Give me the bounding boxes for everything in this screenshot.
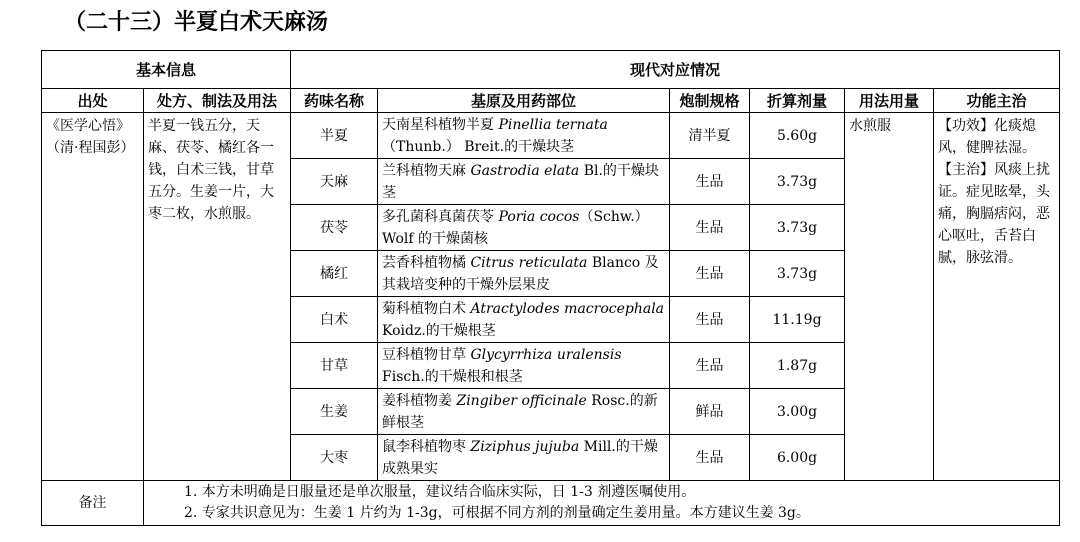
herb-origin: 天南星科植物半夏 Pinellia ternata（Thunb.） Breit.的干燥块茎 <box>378 113 670 159</box>
herb-processing: 生品 <box>670 435 750 481</box>
latin-name: Glycyrrhiza uralensis <box>470 346 622 363</box>
herb-name: 天麻 <box>291 159 378 205</box>
herb-origin: 姜科植物姜 Zingiber officinale Rosc.的新鲜根茎 <box>378 389 670 435</box>
herb-dose: 6.00g <box>750 435 845 481</box>
function-header: 功能主治 <box>934 89 1060 113</box>
herb-processing: 鲜品 <box>670 389 750 435</box>
herb-dose: 11.19g <box>750 297 845 343</box>
latin-name: Pinellia ternata <box>498 116 608 133</box>
processing-header: 炮制规格 <box>670 89 750 113</box>
function-cell: 【功效】化痰熄风，健脾祛湿。【主治】风痰上扰证。症见眩晕，头痛，胸膈痞闷，恶心呕吐，舌苔白腻，脉弦滑。 <box>934 113 1060 481</box>
herb-origin: 兰科植物天麻 Gastrodia elata Bl.的干燥块茎 <box>378 159 670 205</box>
latin-name: Ziziphus jujuba <box>470 438 580 455</box>
herb-processing: 生品 <box>670 297 750 343</box>
latin-name: Atractylodes macrocephala <box>470 300 665 317</box>
latin-name: Poria cocos <box>498 208 580 225</box>
usage-cell: 水煎服 <box>845 113 934 481</box>
herb-name: 生姜 <box>291 389 378 435</box>
herb-name: 甘草 <box>291 343 378 389</box>
herb-name: 半夏 <box>291 113 378 159</box>
usage-header: 用法用量 <box>845 89 934 113</box>
herb-dose: 3.73g <box>750 251 845 297</box>
latin-name: Gastrodia elata <box>470 162 580 179</box>
herb-name-header: 药味名称 <box>291 89 378 113</box>
prescription-cell: 半夏一钱五分，天麻、茯苓、橘红各一钱，白术三钱，甘草五分。生姜一片，大枣二枚，水煎服。 <box>144 113 291 481</box>
remarks-label: 备注 <box>42 481 144 526</box>
remark-line-2: 2. 专家共识意见为：生姜 1 片约为 1-3g，可根据不同方剂的剂量确定生姜用量。本方建议生姜 3g。 <box>184 505 810 521</box>
herb-name: 橘红 <box>291 251 378 297</box>
herb-name: 大枣 <box>291 435 378 481</box>
herb-processing: 清半夏 <box>670 113 750 159</box>
herb-dose: 3.00g <box>750 389 845 435</box>
prescription-table <box>41 50 1060 526</box>
herb-processing: 生品 <box>670 205 750 251</box>
herb-origin: 菊科植物白术 Atractylodes macrocephala Koidz.的干燥根茎 <box>378 297 670 343</box>
page-title: （二十三）半夏白术天麻汤 <box>64 9 329 35</box>
herb-dose: 1.87g <box>750 343 845 389</box>
herb-origin: 鼠李科植物枣 Ziziphus jujuba Mill.的干燥成熟果实 <box>378 435 670 481</box>
herb-processing: 生品 <box>670 251 750 297</box>
herb-origin: 豆科植物甘草 Glycyrrhiza uralensis Fisch.的干燥根和根茎 <box>378 343 670 389</box>
latin-name: Zingiber officinale <box>456 392 587 409</box>
herb-dose: 3.73g <box>750 205 845 251</box>
remark-line-1: 1. 本方未明确是日服量还是单次服量，建议结合临床实际，日 1-3 剂遵医嘱使用。 <box>184 484 696 500</box>
herb-name: 白术 <box>291 297 378 343</box>
herb-origin: 多孔菌科真菌茯苓 Poria cocos（Schw.） Wolf 的干燥菌核 <box>378 205 670 251</box>
herb-dose: 5.60g <box>750 113 845 159</box>
source-header: 出处 <box>42 89 144 113</box>
basic-info-header: 基本信息 <box>42 51 291 89</box>
herb-row <box>42 113 1060 159</box>
modern-header: 现代对应情况 <box>291 51 1060 89</box>
herb-dose: 3.73g <box>750 159 845 205</box>
origin-header: 基原及用药部位 <box>378 89 670 113</box>
latin-name: Citrus reticulata <box>470 254 588 271</box>
herb-name: 茯苓 <box>291 205 378 251</box>
herb-origin: 芸香科植物橘 Citrus reticulata Blanco 及其栽培变种的干燥外层果皮 <box>378 251 670 297</box>
herb-processing: 生品 <box>670 343 750 389</box>
dose-header: 折算剂量 <box>750 89 845 113</box>
prescription-header: 处方、制法及用法 <box>144 89 291 113</box>
herb-processing: 生品 <box>670 159 750 205</box>
source-cell: 《医学心悟》（清·程国彭） <box>42 113 144 481</box>
